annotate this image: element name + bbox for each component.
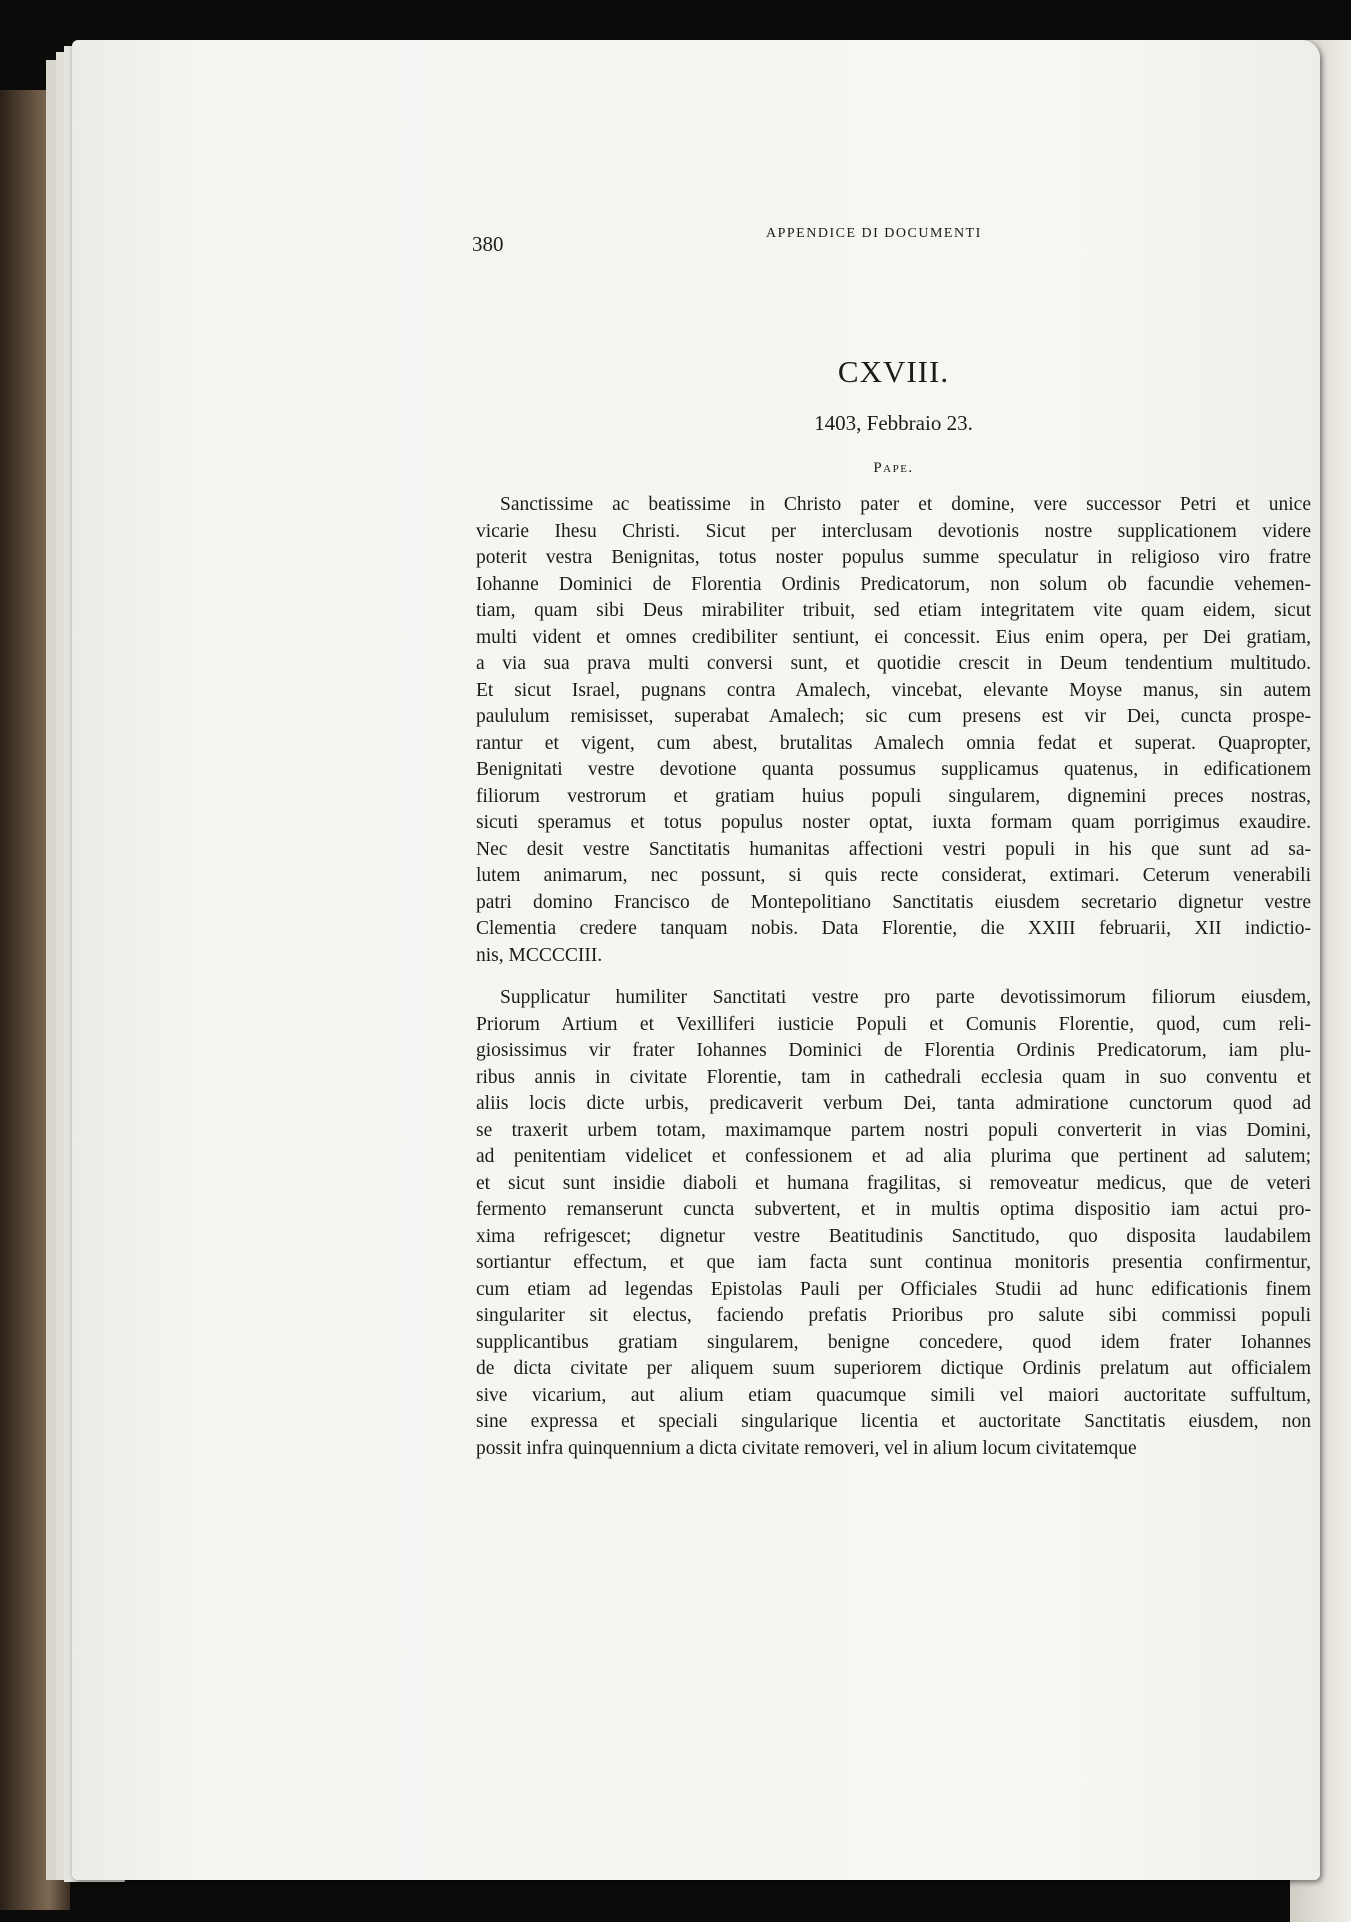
text-line: Benignitati vestre devotione quanta possumus supplicamus quatenus, in edificationem: [476, 759, 1311, 780]
text-line: Sanctissime ac beatissime in Christo pater et domine, vere successor Petri et unice: [500, 494, 1311, 515]
letter-paragraph: [476, 492, 1311, 969]
text-line: Iohanne Dominici de Florentia Ordinis Predicatorum, non solum ob facundie vehemen-: [476, 573, 1311, 595]
text-line: cum etiam ad legendas Epistolas Pauli per Officiales Studii ad hunc edificationis finem: [476, 1278, 1311, 1300]
document-number: CXVIII.: [837, 354, 950, 389]
book-page: [72, 40, 1320, 1880]
text-line: Supplicatur humiliter Sanctitati vestre pro parte devotissimorum filiorum eiusdem,: [500, 987, 1311, 1008]
text-line: a via sua prava multi conversi sunt, et quotidie crescit in Deum tendentium multitudo.: [476, 653, 1311, 674]
text-line: aliis locis dicte urbis, predicaverit verbum Dei, tanta admiratione cunctorum quod ad: [476, 1093, 1311, 1114]
text-line: Nec desit vestre Sanctitatis humanitas affectioni vestri populi in his que sunt ad sa-: [476, 838, 1311, 860]
supplication-paragraph: [476, 985, 1311, 1462]
text-line: possit infra quinquennium a dicta civitate removeri, vel in alium locum civitatemque: [476, 1437, 1137, 1459]
text-line: sive vicarium, aut alium etiam quacumque simili vel maiori auctoritate suffultum,: [476, 1384, 1311, 1406]
text-line: filiorum vestrorum et gratiam huius populi singularem, dignemini preces nostras,: [476, 785, 1311, 807]
text-line: vicarie Ihesu Christi. Sicut per interclusam devotionis nostre supplicationem videre: [476, 520, 1311, 542]
text-line: xima refrigescet; dignetur vestre Beatitudinis Sanctitudo, quo disposita laudabilem: [476, 1225, 1311, 1247]
text-line: paululum remisisset, superabat Amalech; sic cum presens est vir Dei, cuncta prospe-: [476, 706, 1311, 727]
text-line: nis, MCCCCIII.: [476, 944, 603, 966]
running-head: [472, 220, 1311, 260]
page-content: [472, 220, 1311, 1462]
text-line: Priorum Artium et Vexilliferi iusticie Populi et Comunis Florentie, quod, cum reli-: [476, 1013, 1311, 1035]
text-line: et sicut sunt insidie diaboli et humana fragilitas, si removeatur medicus, que de veteri: [476, 1172, 1311, 1194]
text-line: supplicantibus gratiam singularem, benigne concedere, quod idem frater Iohannes: [476, 1331, 1311, 1353]
text-line: multi vident et omnes credibiliter sentiunt, ei concessit. Eius enim opera, per Dei gratiam,: [476, 626, 1311, 648]
document-addressee: Pape.: [873, 460, 914, 476]
text-line: de dicta civitate per aliquem suum superiorem dictique Ordinis prelatum aut officialem: [476, 1358, 1311, 1379]
text-line: tiam, quam sibi Deus mirabiliter tribuit, sed etiam integritatem vite quam eidem, sicut: [476, 600, 1311, 621]
text-line: patri domino Francisco de Montepolitiano Sanctitatis eiusdem secretario dignetur vestre: [476, 891, 1311, 913]
text-line: fermento remanserunt cuncta subvertent, et in multis optima dispositio iam actui pro-: [476, 1199, 1311, 1220]
text-line: poterit vestra Benignitas, totus noster populus summe speculatur in religioso viro fratre: [476, 547, 1311, 568]
running-head-title: APPENDICE DI DOCUMENTI: [766, 226, 982, 241]
text-line: giosissimus vir frater Iohannes Dominici de Florentia Ordinis Predicatorum, iam plu-: [476, 1040, 1311, 1061]
text-line: Clementia credere tanquam nobis. Data Florentie, die XXIII februarii, XII indictio-: [476, 918, 1311, 939]
text-line: sortiantur effectum, et que iam facta sunt continua monitoris presentia confirmentur,: [476, 1252, 1311, 1273]
document-date: 1403, Febbraio 23.: [814, 411, 973, 435]
text-line: rantur et vigent, cum abest, brutalitas Amalech omnia fedat et superat. Quapropter,: [476, 732, 1311, 754]
text-line: sine expressa et speciali singularique licentia et auctoritate Sanctitatis eiusdem, non: [476, 1411, 1311, 1432]
text-line: ribus annis in civitate Florentie, tam in cathedrali ecclesia quam in suo conventu et: [476, 1066, 1311, 1088]
text-line: Et sicut Israel, pugnans contra Amalech, vincebat, elevante Moyse manus, sin autem: [476, 679, 1311, 701]
text-line: se traxerit urbem totam, maximamque partem nostri populi converterit in vias Domini,: [476, 1119, 1311, 1141]
text-line: sicuti speramus et totus populus noster optat, iuxta formam quam porrigimus exaudire.: [476, 812, 1311, 833]
text-line: singulariter sit electus, faciendo prefatis Prioribus pro salute sibi commissi populi: [476, 1305, 1311, 1326]
text-line: ad penitentiam videlicet et confessionem et ad alia plurima que pertinent ad salutem;: [476, 1146, 1311, 1167]
text-line: lutem animarum, nec possunt, si quis recte considerat, extimari. Ceterum venerabili: [476, 865, 1311, 886]
page-number: 380: [472, 232, 504, 256]
